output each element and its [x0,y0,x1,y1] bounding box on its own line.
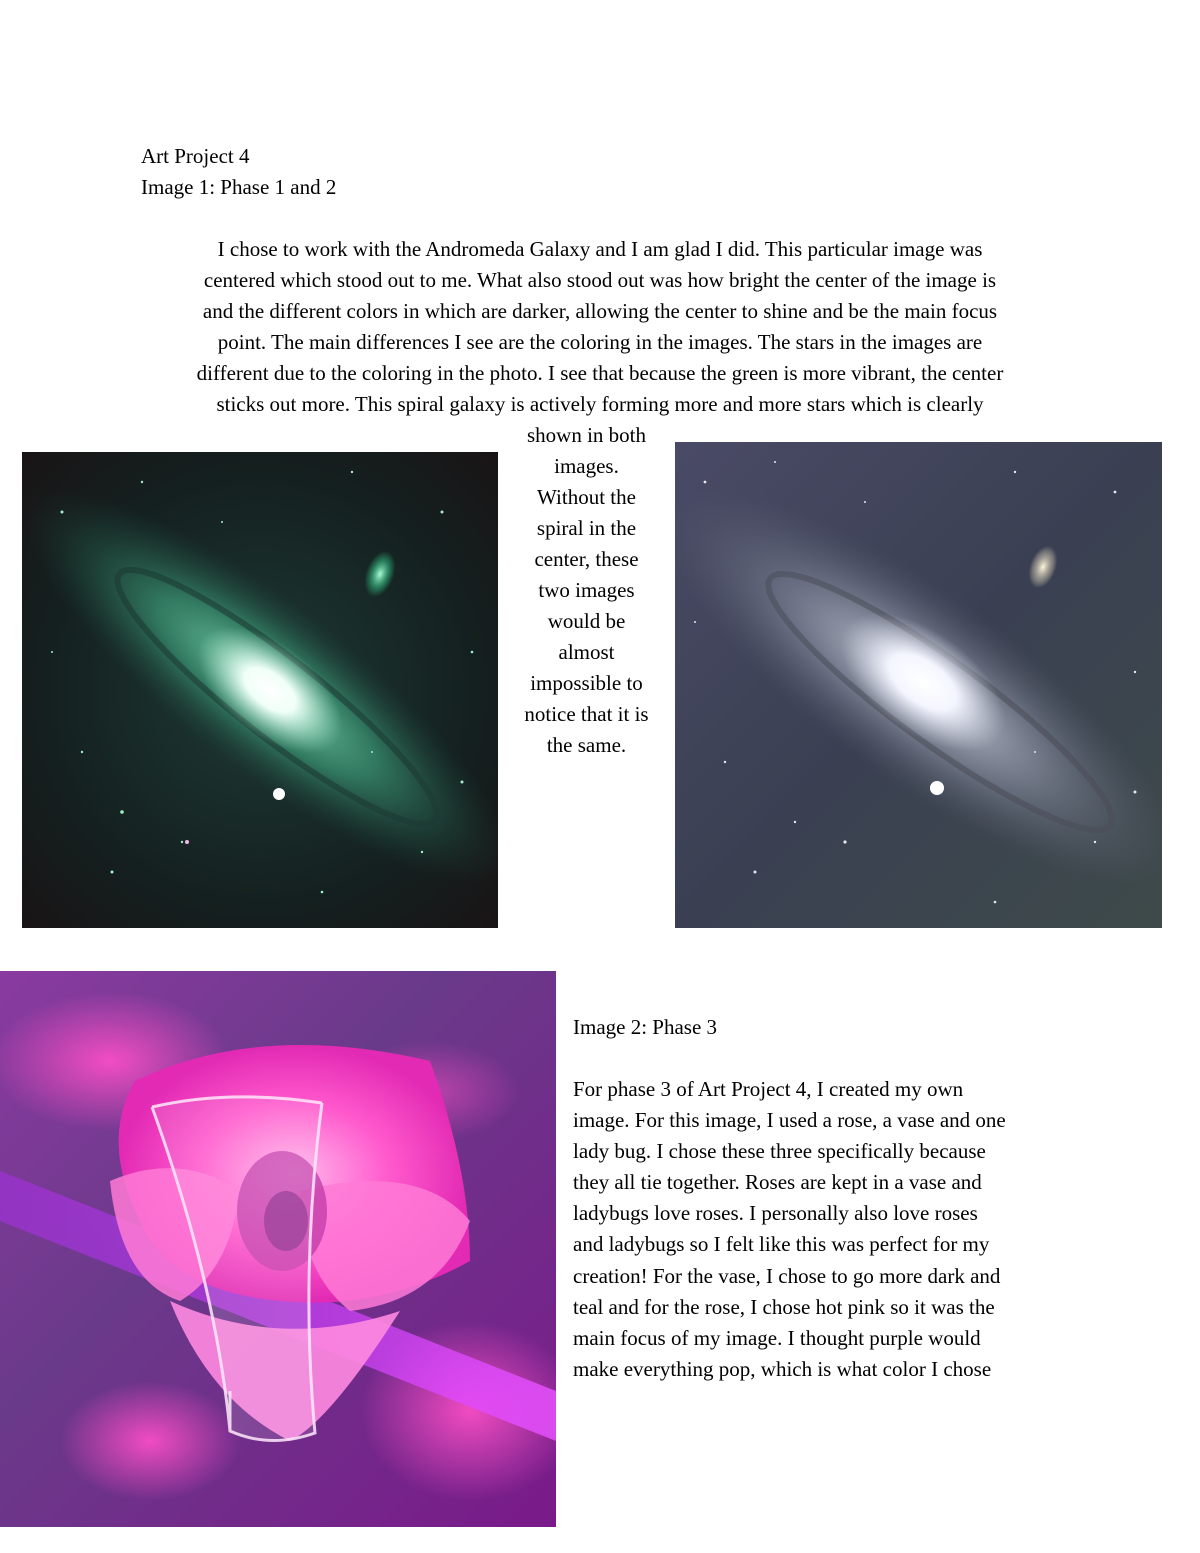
paragraph1-line: different due to the coloring in the photo. I see that because the green is more vibrant, the center [196,361,1004,385]
galaxy-green-image [22,452,498,928]
image1-heading: Image 1: Phase 1 and 2 [141,175,337,199]
paragraph1-column [500,420,673,761]
image2-heading: Image 2: Phase 3 [573,1015,718,1039]
galaxy-gray-image [675,442,1162,928]
paragraph2-line: teal and for the rose, I chose hot pink so it was the [573,1294,995,1319]
paragraph2-line: make everything pop, which is what color I chose [573,1356,992,1381]
rose-vase-image [0,971,556,1527]
paragraph1-column-line: spiral in the [536,516,637,540]
paragraph1-line: sticks out more. This spiral galaxy is actively forming more and more stars which is clearly [216,392,984,416]
paragraph2-line: creation! For the vase, I chose to go more dark and [573,1263,1001,1288]
paragraph2-line: and ladybugs so I felt like this was perfect for my [573,1232,990,1257]
paragraph1-column-line: impossible to [530,671,643,695]
paragraph1-column-line: shown in both [526,423,646,447]
paragraph2 [573,1074,1093,1385]
paragraph1-column-line: two images [538,578,635,602]
paragraph2-line: image. For this image, I used a rose, a vase and one [573,1108,1006,1133]
paragraph2-line: lady bug. I chose these three specifically because [573,1139,986,1164]
paragraph2-line: For phase 3 of Art Project 4, I created my own [573,1077,964,1101]
paragraph1-line: I chose to work with the Andromeda Galaxy and I am glad I did. This particular image was [217,237,983,261]
paragraph1-column-line: almost [558,640,615,664]
paragraph2-line: main focus of my image. I thought purple would [573,1325,981,1350]
paragraph2-line: ladybugs love roses. I personally also love roses [573,1201,978,1226]
paragraph1-column-line: the same. [546,733,627,757]
paragraph1-line: and the different colors in which are darker, allowing the center to shine and be the main focus [202,299,998,323]
paragraph1-column-line: images. [554,454,619,478]
paragraph1-line: point. The main differences I see are the coloring in the images. The stars in the images are [217,330,983,354]
paragraph1-column-line: Without the [537,485,636,509]
paragraph1-column-line: would be [547,609,626,633]
document-title: Art Project 4 [141,144,250,168]
paragraph1-column-line: notice that it is [524,702,649,726]
paragraph1-column-line: center, these [534,547,639,571]
paragraph1-line: centered which stood out to me. What also stood out was how bright the center of the image is [203,268,997,292]
paragraph2-line: they all tie together. Roses are kept in a vase and [573,1170,982,1195]
